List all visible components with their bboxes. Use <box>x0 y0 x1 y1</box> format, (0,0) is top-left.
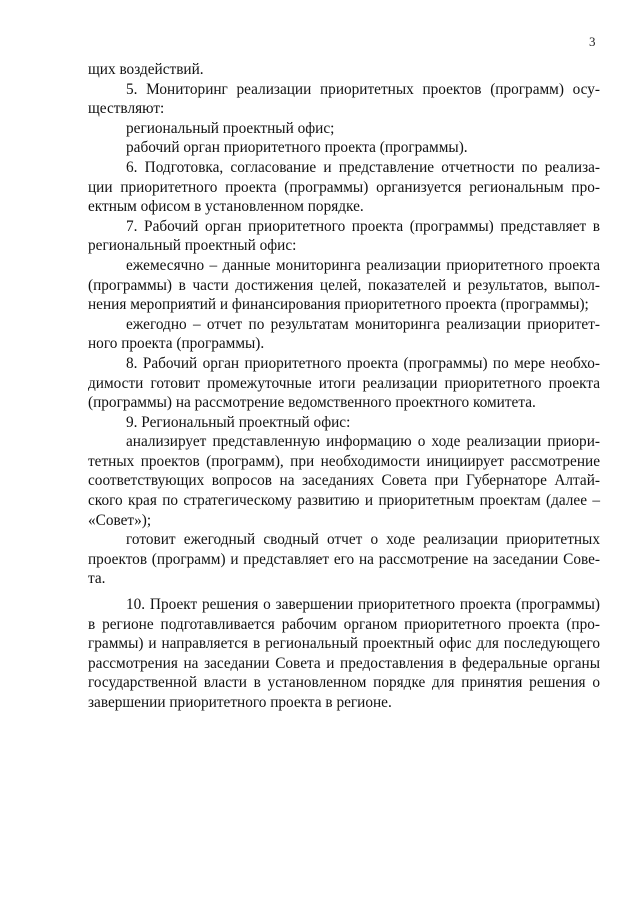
text-line: региональный проектный офис; <box>126 119 335 137</box>
text-line: анализирует представленную информацию о ходе реализации приори- <box>126 433 600 451</box>
text-line: рабочий орган приоритетного проекта (программы). <box>126 139 468 157</box>
text-line: 5. Мониторинг реализации приоритетных проектов (программ) осу- <box>126 80 600 98</box>
text-line: (программы) в части достижения целей, показателей и результатов, выпол- <box>88 276 600 294</box>
text-line: ществляют: <box>88 100 165 118</box>
text-line: ежегодно – отчет по результатам мониторинга реализации приоритет- <box>126 315 600 333</box>
text-line: ского края по стратегическому развитию и приоритетным проектам (далее – <box>88 492 600 510</box>
text-line: 6. Подготовка, согласование и представление отчетности по реализа- <box>126 158 600 176</box>
text-line: нения мероприятий и финансирования приоритетного проекта (программы); <box>88 296 589 314</box>
text-line: региональный проектный офис: <box>88 237 297 255</box>
text-line: граммы) и направляется в региональный проектный офис для последующего <box>88 635 600 653</box>
text-line: ного проекта (программы). <box>88 335 265 353</box>
text-line: 8. Рабочий орган приоритетного проекта (программы) по мере необхо- <box>126 354 600 372</box>
text-line: проектов (программ) и представляет его на рассмотрение на заседании Сове- <box>88 550 600 568</box>
text-line: государственной власти в установленном порядке для принятия решения о <box>88 674 600 692</box>
text-line: 10. Проект решения о завершении приоритетного проекта (программы) <box>126 596 600 614</box>
text-line: в регионе подготавливается рабочим органом приоритетного проекта (про- <box>88 615 600 633</box>
text-line: ции приоритетного проекта (программы) организуется региональным про- <box>88 178 600 196</box>
text-line: ектным офисом в установленном порядке. <box>88 198 364 216</box>
text-line: «Совет»); <box>88 511 152 529</box>
text-line: соответствующих вопросов на заседаниях Совета при Губернаторе Алтай- <box>88 472 600 490</box>
text-line: (программы) на рассмотрение ведомственного проектного комитета. <box>88 394 536 412</box>
text-line: рассмотрения на заседании Совета и предоставления в федеральные органы <box>88 654 600 672</box>
text-line: завершении приоритетного проекта в регионе. <box>88 694 392 711</box>
document-body <box>88 60 600 713</box>
text-line: щих воздействий. <box>88 61 204 78</box>
text-line: готовит ежегодный сводный отчет о ходе реализации приоритетных <box>126 531 600 549</box>
text-line: тетных проектов (программ), при необходимости инициирует рассмотрение <box>88 452 600 470</box>
text-line: та. <box>88 570 106 588</box>
page-number: 3 <box>589 34 596 49</box>
text-line: 9. Региональный проектный офис: <box>126 413 351 431</box>
text-line: ежемесячно – данные мониторинга реализации приоритетного проекта <box>126 256 600 274</box>
text-line: 7. Рабочий орган приоритетного проекта (программы) представляет в <box>126 217 600 235</box>
text-line: димости готовит промежуточные итоги реализации приоритетного проекта <box>88 374 600 392</box>
